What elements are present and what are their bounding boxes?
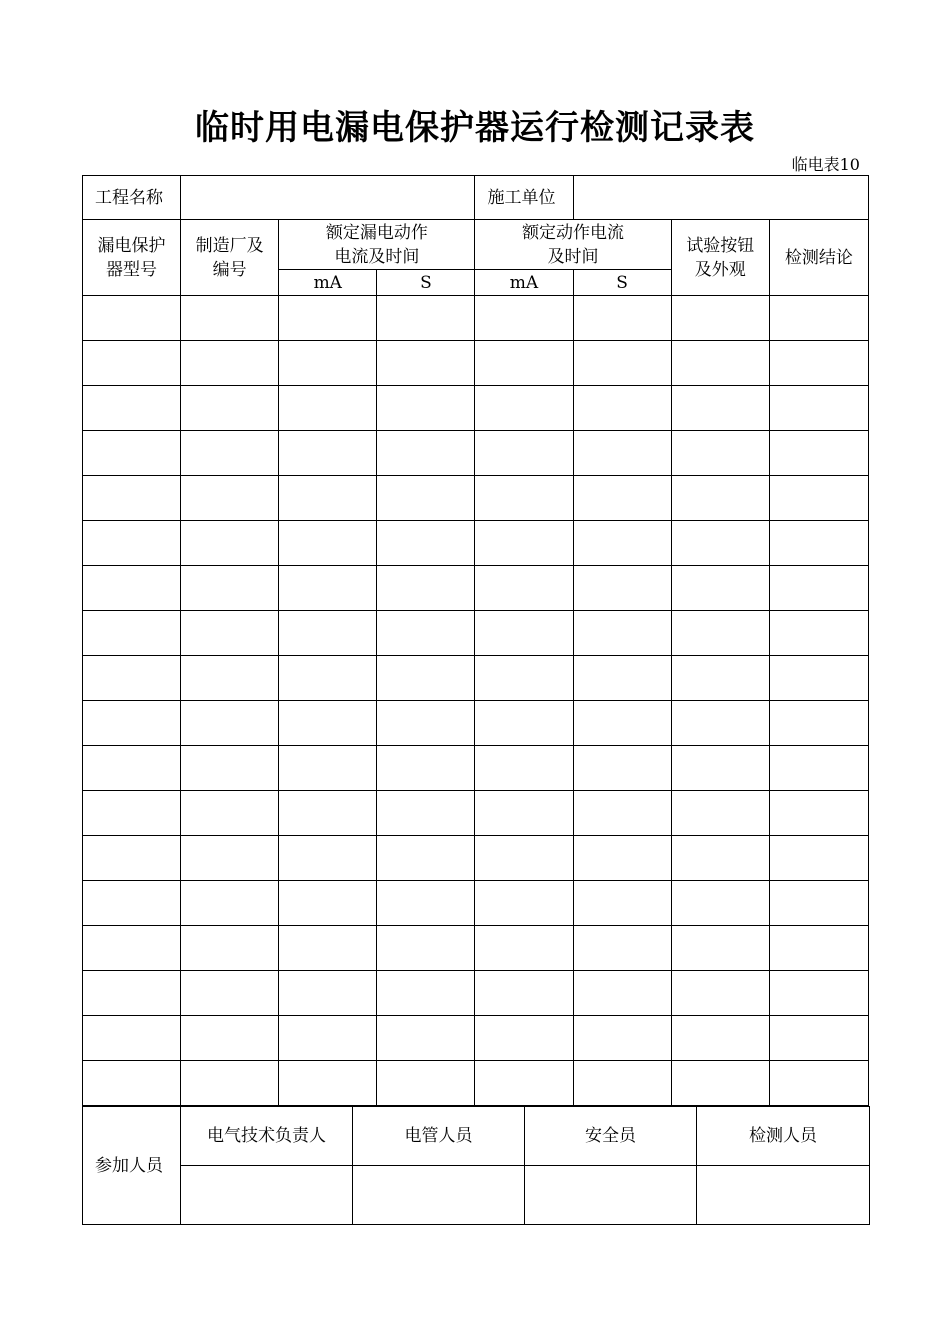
table-cell[interactable] <box>671 701 769 746</box>
table-cell[interactable] <box>573 1061 671 1106</box>
table-cell[interactable] <box>377 386 475 431</box>
col-rated-action-line2: 及时间 <box>547 246 599 267</box>
unit-ma-leakage: mA <box>279 270 377 296</box>
table-cell[interactable] <box>83 566 181 611</box>
table-row <box>83 431 869 476</box>
col-rated-leakage-line1: 额定漏电动作 <box>325 222 428 243</box>
table-cell[interactable] <box>769 1061 868 1106</box>
table-row <box>83 791 869 836</box>
table-cell[interactable] <box>671 881 769 926</box>
column-header-row <box>83 220 869 270</box>
table-cell[interactable] <box>377 971 475 1016</box>
table-cell[interactable] <box>181 296 279 341</box>
table-cell[interactable] <box>181 926 279 971</box>
table-cell[interactable] <box>83 746 181 791</box>
staff-signature-row <box>83 1166 870 1225</box>
table-cell[interactable] <box>671 971 769 1016</box>
table-cell[interactable] <box>83 971 181 1016</box>
unit-s-action: S <box>573 270 671 296</box>
table-cell[interactable] <box>671 386 769 431</box>
table-cell[interactable] <box>475 656 573 701</box>
table-cell[interactable] <box>671 611 769 656</box>
table-row <box>83 746 869 791</box>
table-row <box>83 296 869 341</box>
col-manufacturer <box>181 220 279 296</box>
header-row <box>83 176 869 220</box>
table-cell[interactable] <box>377 296 475 341</box>
table-cell[interactable] <box>475 1016 573 1061</box>
col-rated-action-line1: 额定动作电流 <box>522 222 625 243</box>
table-cell[interactable] <box>181 611 279 656</box>
table-cell[interactable] <box>83 386 181 431</box>
table-row <box>83 881 869 926</box>
table-cell[interactable] <box>83 656 181 701</box>
table-cell[interactable] <box>83 296 181 341</box>
col-model-line1: 漏电保护 <box>97 235 166 256</box>
table-cell[interactable] <box>573 566 671 611</box>
table-cell[interactable] <box>671 431 769 476</box>
table-cell[interactable] <box>83 881 181 926</box>
table-row <box>83 1061 869 1106</box>
table-cell[interactable] <box>475 881 573 926</box>
table-cell[interactable] <box>475 431 573 476</box>
table-cell[interactable] <box>769 746 868 791</box>
table-cell[interactable] <box>83 791 181 836</box>
table-row <box>83 521 869 566</box>
table-cell[interactable] <box>573 926 671 971</box>
table-cell[interactable] <box>181 1016 279 1061</box>
construction-unit-label: 施工单位 <box>475 176 573 220</box>
table-cell[interactable] <box>181 566 279 611</box>
col-test-button-line1: 试验按钮 <box>686 235 755 256</box>
table-cell[interactable] <box>671 476 769 521</box>
table-row <box>83 386 869 431</box>
table-cell[interactable] <box>377 476 475 521</box>
table-cell[interactable] <box>279 341 377 386</box>
table-row <box>83 476 869 521</box>
table-cell[interactable] <box>475 1061 573 1106</box>
table-cell[interactable] <box>573 746 671 791</box>
table-cell[interactable] <box>573 971 671 1016</box>
table-cell[interactable] <box>377 1016 475 1061</box>
page-title: 临时用电漏电保护器运行检测记录表 <box>195 108 755 148</box>
table-cell[interactable] <box>671 926 769 971</box>
signature-electrical-manager[interactable] <box>353 1166 525 1225</box>
table-cell[interactable] <box>671 296 769 341</box>
table-cell[interactable] <box>83 836 181 881</box>
table-cell[interactable] <box>671 746 769 791</box>
signature-electrical-tech-lead[interactable] <box>181 1166 353 1225</box>
table-cell[interactable] <box>769 431 868 476</box>
table-cell[interactable] <box>671 341 769 386</box>
staff-table <box>82 1106 870 1225</box>
table-cell[interactable] <box>475 746 573 791</box>
table-cell[interactable] <box>769 296 868 341</box>
table-cell[interactable] <box>279 656 377 701</box>
col-manufacturer-line2: 编号 <box>212 259 247 280</box>
table-cell[interactable] <box>181 386 279 431</box>
table-cell[interactable] <box>573 476 671 521</box>
table-cell[interactable] <box>769 881 868 926</box>
table-cell[interactable] <box>475 701 573 746</box>
table-cell[interactable] <box>573 611 671 656</box>
table-row <box>83 701 869 746</box>
table-cell[interactable] <box>475 926 573 971</box>
table-cell[interactable] <box>573 341 671 386</box>
table-cell[interactable] <box>377 881 475 926</box>
staff-label: 参加人员 <box>83 1107 181 1225</box>
table-cell[interactable] <box>377 701 475 746</box>
table-cell[interactable] <box>573 1016 671 1061</box>
table-cell[interactable] <box>279 791 377 836</box>
table-cell[interactable] <box>181 656 279 701</box>
table-cell[interactable] <box>769 611 868 656</box>
table-cell[interactable] <box>769 926 868 971</box>
table-cell[interactable] <box>181 971 279 1016</box>
table-cell[interactable] <box>573 791 671 836</box>
table-cell[interactable] <box>475 386 573 431</box>
table-cell[interactable] <box>573 881 671 926</box>
table-cell[interactable] <box>279 611 377 656</box>
table-cell[interactable] <box>279 701 377 746</box>
col-conclusion: 检测结论 <box>769 220 868 296</box>
table-cell[interactable] <box>377 431 475 476</box>
table-row <box>83 566 869 611</box>
role-safety-officer: 安全员 <box>525 1107 697 1166</box>
table-cell[interactable] <box>769 791 868 836</box>
table-cell[interactable] <box>83 431 181 476</box>
col-test-button <box>671 220 769 296</box>
project-name-label: 工程名称 <box>83 176 181 220</box>
table-cell[interactable] <box>181 1061 279 1106</box>
table-cell[interactable] <box>671 1061 769 1106</box>
table-cell[interactable] <box>181 341 279 386</box>
table-cell[interactable] <box>83 341 181 386</box>
col-rated-leakage-line2: 电流及时间 <box>334 246 420 267</box>
table-cell[interactable] <box>769 836 868 881</box>
table-cell[interactable] <box>475 296 573 341</box>
col-model-line2: 器型号 <box>106 259 158 280</box>
table-cell[interactable] <box>181 476 279 521</box>
table-cell[interactable] <box>475 566 573 611</box>
col-manufacturer-line1: 制造厂及 <box>195 235 264 256</box>
table-cell[interactable] <box>279 1016 377 1061</box>
table-cell[interactable] <box>83 926 181 971</box>
form-number: 临电表10 <box>791 155 860 174</box>
table-cell[interactable] <box>377 926 475 971</box>
table-cell[interactable] <box>769 386 868 431</box>
table-cell[interactable] <box>671 656 769 701</box>
col-rated-action <box>475 220 671 270</box>
table-cell[interactable] <box>279 881 377 926</box>
table-cell[interactable] <box>671 1016 769 1061</box>
project-name-value[interactable] <box>181 176 475 220</box>
table-cell[interactable] <box>475 611 573 656</box>
table-cell[interactable] <box>181 746 279 791</box>
table-cell[interactable] <box>671 836 769 881</box>
table-cell[interactable] <box>769 521 868 566</box>
table-cell[interactable] <box>769 566 868 611</box>
table-cell[interactable] <box>83 476 181 521</box>
record-table <box>82 175 869 1106</box>
table-cell[interactable] <box>279 386 377 431</box>
table-cell[interactable] <box>475 341 573 386</box>
table-cell[interactable] <box>671 521 769 566</box>
table-cell[interactable] <box>181 521 279 566</box>
col-model <box>83 220 181 296</box>
table-cell[interactable] <box>573 386 671 431</box>
table-row <box>83 1016 869 1061</box>
table-row <box>83 836 869 881</box>
table-cell[interactable] <box>279 476 377 521</box>
role-electrical-tech-lead: 电气技术负责人 <box>181 1107 353 1166</box>
table-cell[interactable] <box>181 836 279 881</box>
table-row <box>83 971 869 1016</box>
table-cell[interactable] <box>279 296 377 341</box>
table-cell[interactable] <box>181 791 279 836</box>
table-cell[interactable] <box>181 881 279 926</box>
unit-ma-action: mA <box>475 270 573 296</box>
table-cell[interactable] <box>573 656 671 701</box>
col-rated-leakage <box>279 220 475 270</box>
table-cell[interactable] <box>181 431 279 476</box>
table-cell[interactable] <box>279 971 377 1016</box>
table-cell[interactable] <box>377 836 475 881</box>
table-cell[interactable] <box>573 521 671 566</box>
table-cell[interactable] <box>377 1061 475 1106</box>
table-cell[interactable] <box>769 476 868 521</box>
table-row <box>83 341 869 386</box>
table-cell[interactable] <box>671 566 769 611</box>
table-cell[interactable] <box>377 611 475 656</box>
table-cell[interactable] <box>83 1061 181 1106</box>
table-cell[interactable] <box>475 791 573 836</box>
table-cell[interactable] <box>377 656 475 701</box>
table-cell[interactable] <box>83 701 181 746</box>
table-cell[interactable] <box>475 971 573 1016</box>
table-cell[interactable] <box>377 341 475 386</box>
table-cell[interactable] <box>83 611 181 656</box>
table-cell[interactable] <box>573 701 671 746</box>
table-cell[interactable] <box>475 521 573 566</box>
signature-safety-officer[interactable] <box>525 1166 697 1225</box>
table-cell[interactable] <box>573 431 671 476</box>
construction-unit-value[interactable] <box>573 176 868 220</box>
table-cell[interactable] <box>377 521 475 566</box>
table-cell[interactable] <box>279 926 377 971</box>
table-cell[interactable] <box>279 836 377 881</box>
table-cell[interactable] <box>769 1016 868 1061</box>
staff-role-row <box>83 1107 870 1166</box>
table-row <box>83 611 869 656</box>
table-cell[interactable] <box>377 566 475 611</box>
table-cell[interactable] <box>769 656 868 701</box>
table-cell[interactable] <box>769 701 868 746</box>
table-cell[interactable] <box>671 791 769 836</box>
unit-s-leakage: S <box>377 270 475 296</box>
table-cell[interactable] <box>279 521 377 566</box>
table-cell[interactable] <box>475 476 573 521</box>
table-cell[interactable] <box>769 971 868 1016</box>
table-cell[interactable] <box>83 1016 181 1061</box>
table-cell[interactable] <box>377 791 475 836</box>
table-cell[interactable] <box>573 296 671 341</box>
table-row <box>83 656 869 701</box>
table-cell[interactable] <box>377 746 475 791</box>
table-cell[interactable] <box>83 521 181 566</box>
table-cell[interactable] <box>475 836 573 881</box>
role-electrical-manager: 电管人员 <box>353 1107 525 1166</box>
table-cell[interactable] <box>573 836 671 881</box>
signature-inspector[interactable] <box>697 1166 870 1225</box>
table-cell[interactable] <box>279 1061 377 1106</box>
table-cell[interactable] <box>181 701 279 746</box>
table-cell[interactable] <box>279 431 377 476</box>
table-cell[interactable] <box>769 341 868 386</box>
role-inspector: 检测人员 <box>697 1107 870 1166</box>
table-cell[interactable] <box>279 746 377 791</box>
col-test-button-line2: 及外观 <box>694 259 746 280</box>
table-row <box>83 926 869 971</box>
table-cell[interactable] <box>279 566 377 611</box>
